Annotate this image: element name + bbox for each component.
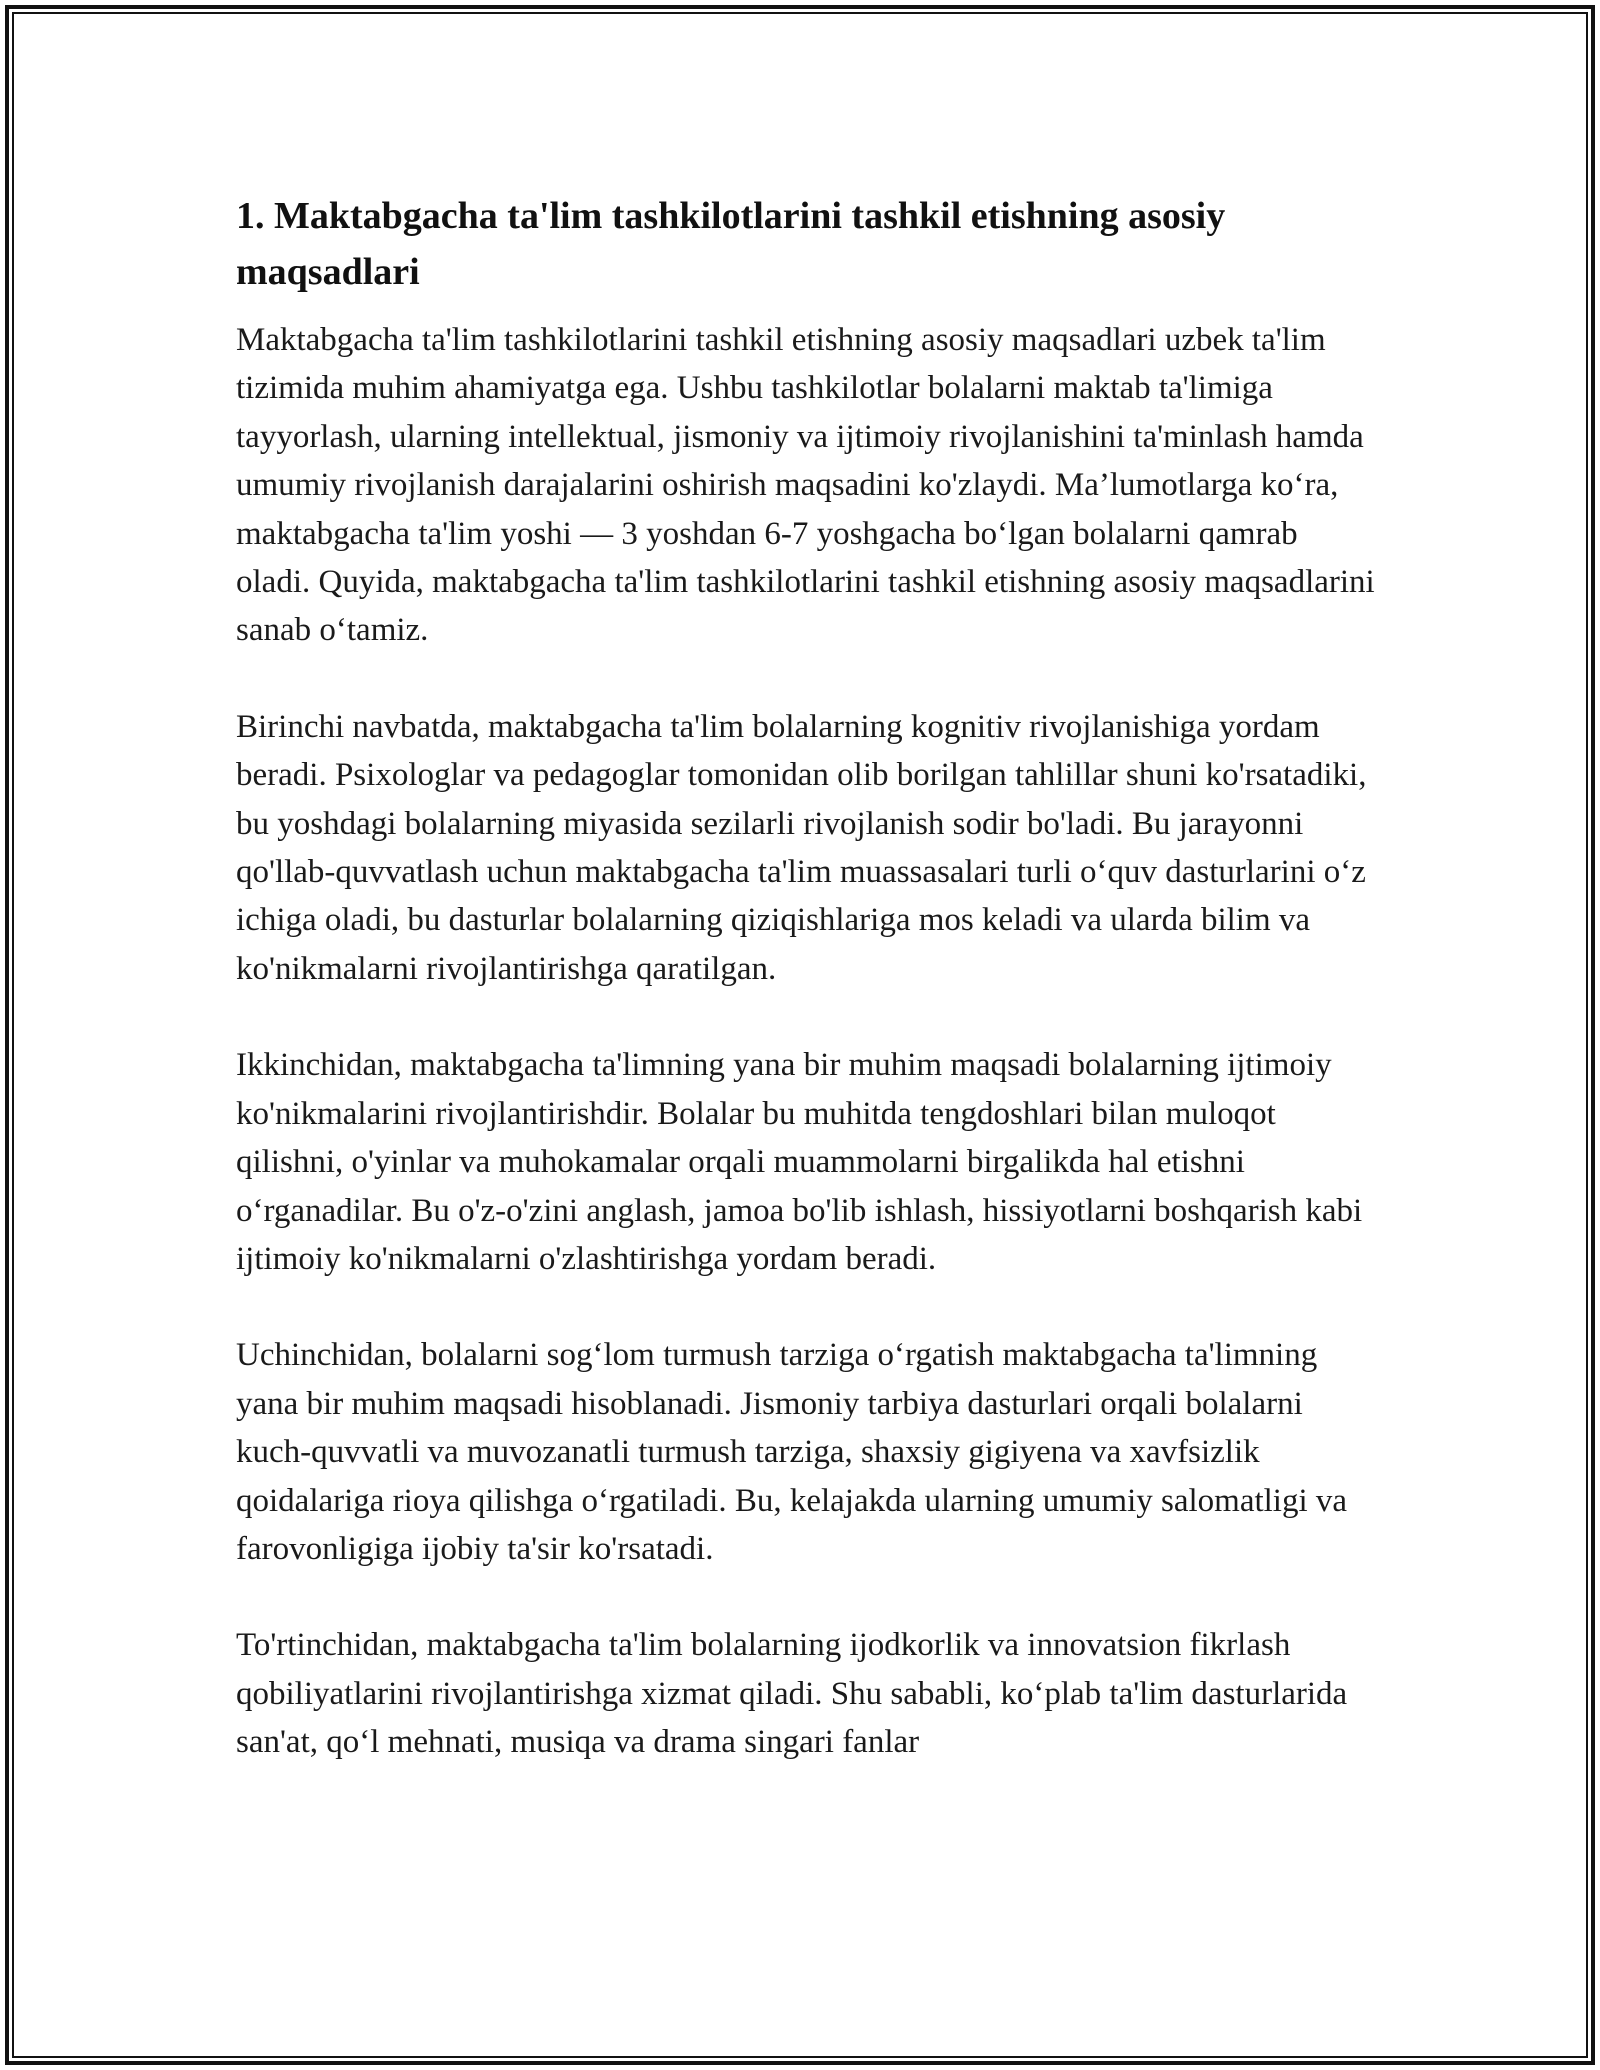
paragraph-second-goal: Ikkinchidan, maktabgacha ta'limning yana bir muhim maqsadi bolalarning ijtimoiy ko'nikmalarini rivojlantirishdir. Bolalar bu muhitda tengdoshlari bilan muloqot qilishni, o'yinlar va muhokamalar orqali muammolarni birgalikda hal etishni o‘rganadilar. Bu o'z-o'zini anglash, jamoa bo'lib ishlash, hissiyotlarni boshqarish kabi ijtimoiy ko'nikmalarni o'zlashtirishga yordam beradi. [236,1047,1363,1277]
document-body [236,188,1376,1767]
paragraph-first-goal: Birinchi navbatda, maktabgacha ta'lim bolalarning kognitiv rivojlanishiga yordam beradi. Psixologlar va pedagoglar tomonidan olib borilgan tahlillar shuni ko'rsatadiki, bu yoshdagi bolalarning miyasida sezilarli rivojlanish sodir bo'ladi. Bu jarayonni qo'llab-quvvatlash uchun maktabgacha ta'lim muassasalari turli o‘quv dasturlarini o‘z ichiga oladi, bu dasturlar bolalarning qiziqishlariga mos keladi va ularda bilim va ko'nikmalarni rivojlantirishga qaratilgan. [236,708,1367,987]
paragraph-introduction: Maktabgacha ta'lim tashkilotlarini tashkil etishning asosiy maqsadlari uzbek ta'lim tizimida muhim ahamiyatga ega. Ushbu tashkilotlar bolalarni maktab ta'limiga tayyorlash, ularning intellektual, jismoniy va ijtimoiy rivojlanishini ta'minlash hamda umumiy rivojlanish darajalarini oshirish maqsadini ko'zlaydi. Ma’lumotlarga ko‘ra, maktabgacha ta'lim yoshi — 3 yoshdan 6-7 yoshgacha bo‘lgan bolalarni qamrab oladi. Quyida, maktabgacha ta'lim tashkilotlarini tashkil etishning asosiy maqsadlarini sanab o‘tamiz. [236,322,1375,649]
paragraph-fourth-goal: To'rtinchidan, maktabgacha ta'lim bolalarning ijodkorlik va innovatsion fikrlash qobiliyatlarini rivojlantirishga xizmat qiladi. Shu sababli, ko‘plab ta'lim dasturlarida san'at, qo‘l mehnati, musiqa va drama singari fanlar [236,1627,1348,1761]
section-heading: 1. Maktabgacha ta'lim tashkilotlarini tashkil etishning asosiy maqsadlari [236,195,1226,293]
paragraph-third-goal: Uchinchidan, bolalarni sog‘lom turmush tarziga o‘rgatish maktabgacha ta'limning yana bir muhim maqsadi hisoblanadi. Jismoniy tarbiya dasturlari orqali bolalarni kuch-quvvatli va muvozanatli turmush tarziga, shaxsiy gigiyena va xavfsizlik qoidalariga rioya qilishga o‘rgatiladi. Bu, kelajakda ularning umumiy salomatligi va farovonligiga ijobiy ta'sir ko'rsatadi. [236,1337,1348,1567]
